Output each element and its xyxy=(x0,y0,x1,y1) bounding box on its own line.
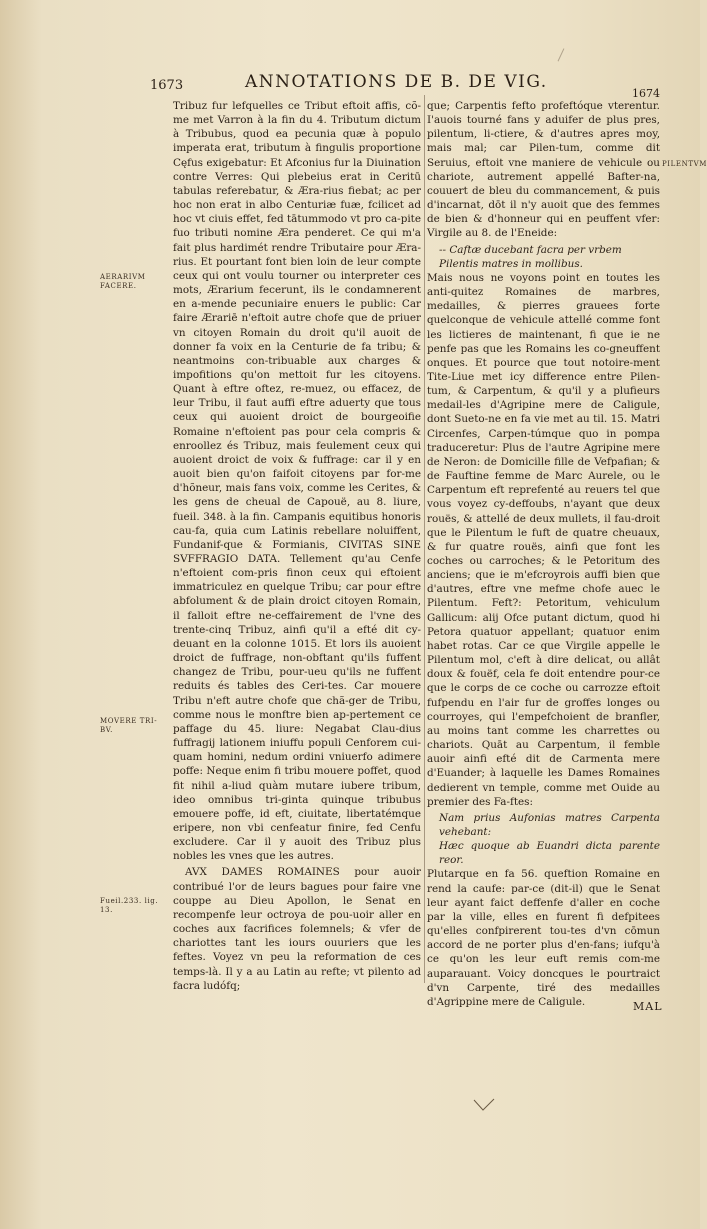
column-divider xyxy=(424,95,425,983)
running-title: ANNOTATIONS DE B. DE VIG. xyxy=(245,72,548,92)
page-header xyxy=(150,72,660,100)
margin-note-pilentum: PILENTVM xyxy=(662,160,707,168)
verse-line-4: Hæc quoque ab Euandri dicta parente reor. xyxy=(439,840,660,867)
margin-note-movere: MOVERE TRI-BV. xyxy=(100,717,158,734)
page-number-left: 1673 xyxy=(150,78,184,93)
catchword: MAL xyxy=(633,1000,663,1013)
right-paragraph-2: Mais nous ne voyons point en toutes les anti-quitez Romaines de marbres, medailles, & pierres grauees forte quelconque de vehicule attellé comme font les lictieres de maintenant, fi que ie ne penfe pas que les Romains les co-gneuffent onques. Et pource que tout notoire-ment Tite-Liue met icy difference entre Pilen-tum, & Carpentum, & qu'il y a plufieurs medail-les d'Agripine mere de Caligule, dont Sueto-ne en fa vie met au til. 15. Matri Circenfes, Carpen-túmque quo in pompa traduceretur: Plus de l'autre Agripine mere de Neron: de Domicille fille de Vefpafian; & de Fauftine femme de Marc Aurele, ou le Carpentum eft reprefenté au reuers tel que vous voyez cy-deffoubs, n'ayant que deux rouës, & attellé de deux mullets, il fau-droit que le Pilentum le fuft de quatre cheuaux, & fur quatre rouës, ainfi que font les coches ou carroches; & le Petoritum des anciens; que ie m'efcroyrois auffi bien que d'autres, eftre vne mefme chofe auec le Pilentum. Feft?: Petoritum, vehiculum Gallicum: alij Ofce putant dictum, quod hi Petora quatuor appellant; quatuor enim habet rotas. Car ce que Virgile appelle le Pilentum mol, c'eft à dire delicat, ou allât doux & fouëf, cela fe doit entendre pour-ce que le corps de ce coche ou carrozze eftoit fufpendu en l'air fur de groffes longes ou courroyes, qui l'empefchoient de branfler, au moins tant comme les charrettes ou chariots. Quāt au Carpentum, il femble auoir ainfi efté dit de Carmenta mere d'Euander; à laquelle les Dames Romaines dedierent vn temple, comme met Ouide au premier des Fa-ftes: xyxy=(427,271,660,808)
verse-line-1: -- Caftæ ducebant facra per vrbem xyxy=(439,243,622,256)
verse-line-3: Nam prius Aufonias matres Carpenta vehebant: xyxy=(439,811,660,838)
verse-line-2: Pilentis matres in mollibus. xyxy=(439,257,583,270)
right-column xyxy=(427,99,660,1011)
ink-mark xyxy=(473,1097,495,1111)
ink-stroke xyxy=(558,48,574,65)
margin-note-fueil: Fueil.233. lig. 13. xyxy=(100,897,159,914)
left-column xyxy=(173,99,421,995)
ink-mark-icon xyxy=(473,1098,495,1112)
page-number-right: 1674 xyxy=(632,87,660,100)
margin-note-aerarium: AERARIVM FACERE. xyxy=(100,273,146,290)
right-paragraph-3: Plutarque en fa 56. queftion Romaine en rend la caufe: par-ce (dit-il) que le Senat leur ayant faict deffenfe d'aller en coche par la ville, elles en furent fi defpitees qu'elles confpirerent tou-tes d'vn cōmun accord de ne porter plus d'en-fans; iufqu'à ce qu'on les leur euft remis com-me auparauant. Voicy doncques le pourtraict d'vn Carpente, tiré des medailles d'Agrippine mere de Caligule. xyxy=(427,868,660,1008)
left-paragraph-1: Tribuz fur lefquelles ce Tribut eftoit affis, cõ-me met Varron à la fin du 4. Tributum dictum à Tribubus, quod ea pecunia quæ à populo imperata erat, tributum à fingulis proportione Cęfus exigebatur: Et Afconius fur la Diuination contre Verres: Qui plebeius erat in Ceritū tabulas referebatur, & Æra-rius fiebat; ac per hoc non erat in albo Centuriæ fuæ, fcilicet ad hoc vt ciuis effet, fed tātummodo vt pro ca-pite fuo tributi nomine Æra penderet. Ce qui m'a fait plus hardimét rendre Tributaire pour Æra-rius. Et pourtant font bien loin de leur compte ceux qui ont voulu tourner ou interpreter ces mots, Ærarium fecerunt, ils le condamnerent en a-mende pecuniaire enuers le public: Car faire Ærariē n'eftoit autre chofe que de priuer vn citoyen Romain du droit qu'il auoit de donner fa voix en la Centurie de fa tribu; & neantmoins con-tribuable aux charges & impofitions qu'on mettoit fur les citoyens. Quant à eftre oftez, re-muez, ou effacez, de leur Tribu, il faut auffi eftre aduerty que tous ceux qui auoient droict de bourgeoifie Romaine n'eftoient pas pour cela compris & enroollez és Tribuz, mais feulement ceux qui auoient droict de voix & fuffrage: car il y en auoit bien qu'on faifoit citoyens par for-me d'hõneur, mais fans voix, comme les Cerites, & les gens de cheual de Capouë, au 8. liure, fueil. 348. à la fin. Campanis equitibus honoris cau-fa, quia cum Latinis rebellare noluiffent, Fundanif-que & Formianis, CIVITAS SINE SVFFRAGIO DATA. Tellement qu'au Cenfe n'eftoient com-pris finon ceux qui eftoient immatriculez en quelque Tribu; car pour eftre abfolument & de plain droict citoyen Romain, il falloit eftre ne-ceffairement de l'vne des trente-cinq Tribuz, ainfi qu'il a efté dit cy-deuant en la colonne 1015. Et lors ils auoient droict de fuffrage, non-obftant qu'ils fuffent changez de Tribu, pour-ueu qu'ils ne fuffent reduits és tables des Ceri-tes. Car mouere Tribu n'eft autre chofe que chã-ger de Tribu, comme nous le monftre bien ap-pertement ce paffage du 45. liure: Negabat Clau-dius fuffragij lationem iniuffu populi Cenforem cui-quam homini, nedum ordini vniuerfo adimere poffe: Neque enim fi tribu mouere poffet, quod fit nihil a-liud quàm mutare iubere tribum, ideo omnibus tri-ginta quinque tribubus emouere poffe, id eft, ciuitate, libertatémque eripere, non vbi cenfeatur finire, fed Cenfu excludere. Car il y auoit des Tribuz plus nobles les vnes que les autres. xyxy=(173,100,421,863)
right-paragraph-1: que; Carpentis fefto profeftóque vterentur. I'auois tourné fans y aduifer de plus pres, pilentum, li-ctiere, & d'autres apres moy, mais mal; car Pilen-tum, comme dit Seruius, eftoit vne maniere de vehicule ou chariote, autrement appellé Bafter-na, couuert de bleu du commancement, & puis d'incarnat, dōt il n'y auoit que des femmes de bien & d'honneur qui en peuffent vfer: Virgile au 8. de l'Eneide: xyxy=(427,100,660,240)
left-paragraph-2: AVX DAMES ROMAINES pour auoir contribué l'or de leurs bagues pour faire vne couppe au Dieu Apollon, le Senat en recompenfe leur octroya de pou-uoir aller en coches aux facrifices folemnels; & vfer de chariottes tant les iours ouuriers que les feftes. Voyez vn peu la reformation de ces temps-là. Il y a au Latin au refte; vt pilento ad facra ludófq; xyxy=(173,866,421,992)
